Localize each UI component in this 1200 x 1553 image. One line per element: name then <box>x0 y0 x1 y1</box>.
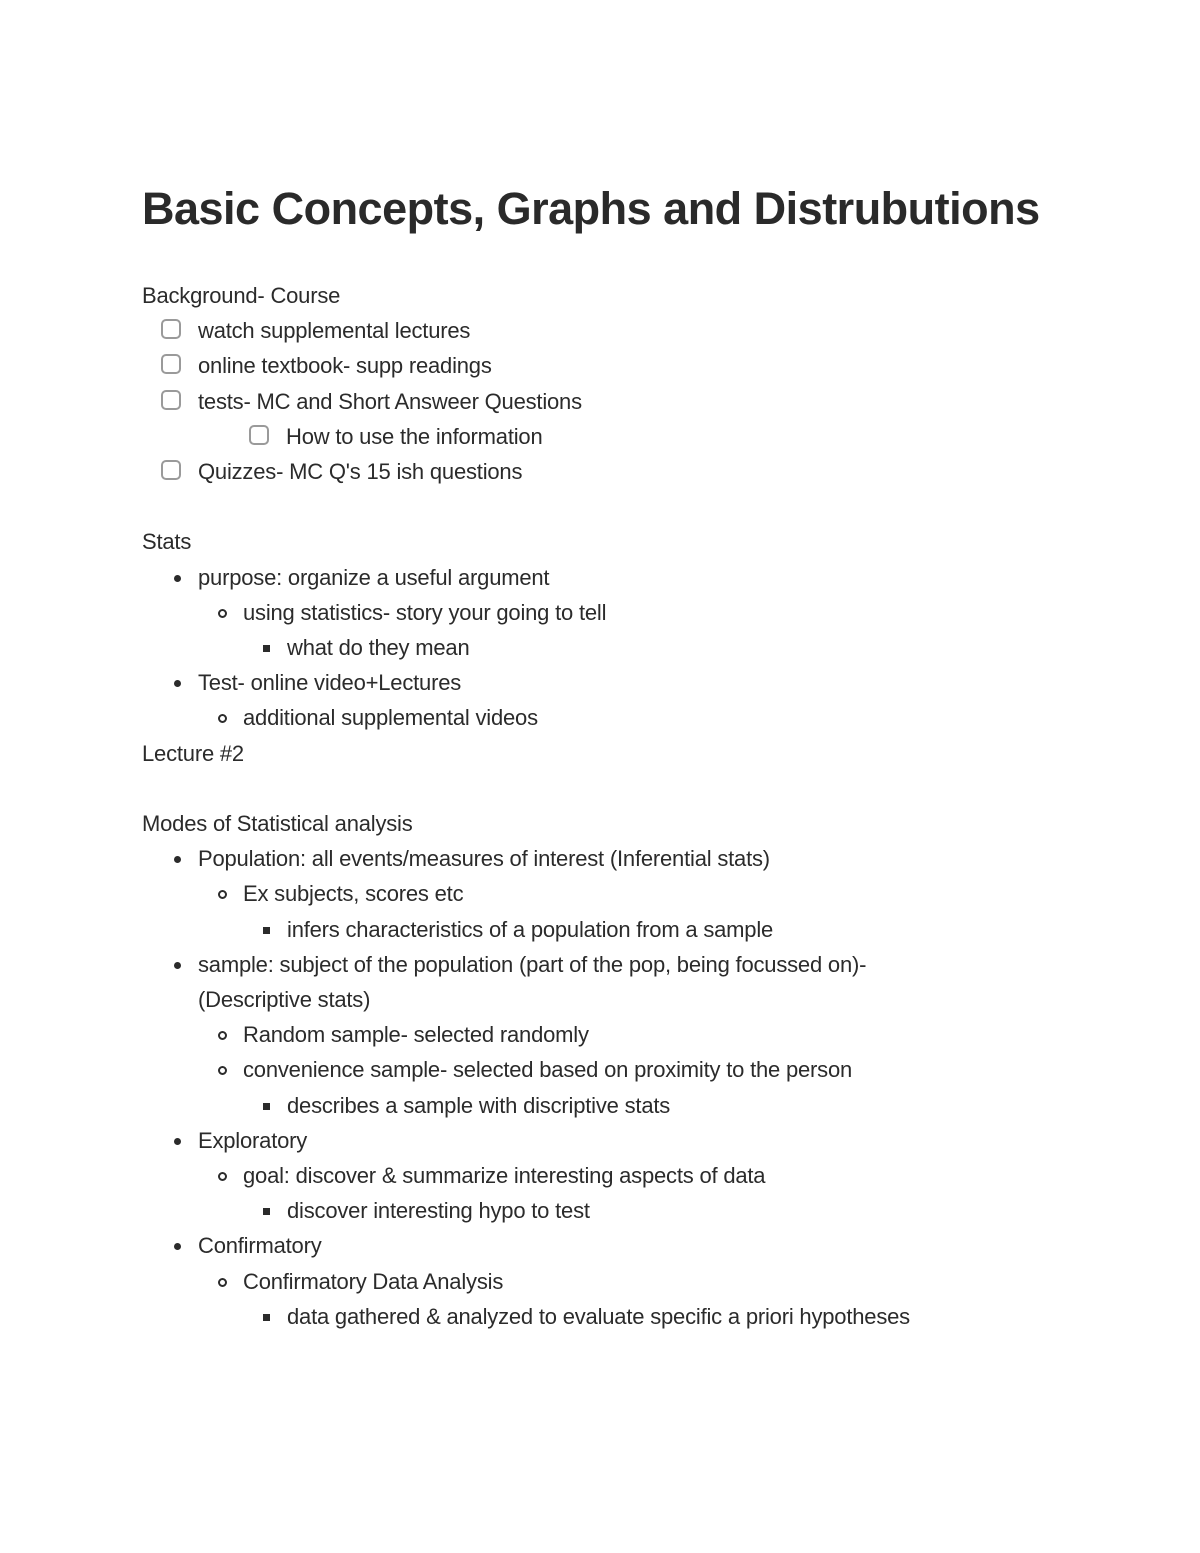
stats-heading: Stats <box>142 529 192 555</box>
bullet-square-icon <box>263 645 270 652</box>
list-item <box>142 560 1042 595</box>
lecture-label: Lecture #2 <box>142 740 244 766</box>
checkbox-icon[interactable] <box>161 319 181 339</box>
bullet-circle-icon <box>218 609 227 618</box>
list-item-text: using statistics- story your going to tell <box>243 599 607 625</box>
list-item-text: convenience sample- selected based on proximity to the person <box>243 1057 853 1083</box>
bullet-circle-icon <box>218 714 227 723</box>
list-item-text: discover interesting hypo to test <box>287 1198 590 1224</box>
blank-line <box>142 489 1042 524</box>
list-item <box>142 595 1042 630</box>
list-item-text: Confirmatory Data Analysis <box>243 1268 504 1294</box>
list-item <box>142 1017 1042 1052</box>
list-item-text: Test- online video+Lectures <box>198 670 462 696</box>
list-item <box>142 1193 1042 1228</box>
list-item <box>142 1158 1042 1193</box>
list-item <box>142 1123 1042 1158</box>
list-item <box>142 665 1042 700</box>
list-item-text: goal: discover & summarize interesting aspects of data <box>243 1162 766 1188</box>
list-item <box>142 1052 1042 1087</box>
list-item-text: Ex subjects, scores etc <box>243 881 464 907</box>
list-item-text: additional supplemental videos <box>243 705 538 731</box>
list-item-text: purpose: organize a useful argument <box>198 564 550 590</box>
list-item <box>142 912 1042 947</box>
list-item-text: infers characteristics of a population from a sample <box>287 916 774 942</box>
bullet-square-icon <box>263 927 270 934</box>
checklist-item-label: Quizzes- MC Q's 15 ish questions <box>198 458 523 484</box>
note-page <box>142 178 1042 1334</box>
list-item-text: Exploratory <box>198 1127 308 1153</box>
bullet-circle-icon <box>218 890 227 899</box>
checklist-item[interactable] <box>142 454 1042 489</box>
list-item <box>142 700 1042 735</box>
list-item-text: Random sample- selected randomly <box>243 1022 589 1048</box>
modes-heading: Modes of Statistical analysis <box>142 810 413 836</box>
list-item <box>142 1228 1042 1263</box>
checklist-item-label: How to use the information <box>286 423 543 449</box>
checklist-item-label: tests- MC and Short Answeer Questions <box>198 388 582 414</box>
checklist-item-nested[interactable] <box>142 419 1042 454</box>
page-title: Basic Concepts, Graphs and Distrubutions <box>142 183 1040 234</box>
checklist-item[interactable] <box>142 348 1042 383</box>
note-body <box>142 278 1042 1334</box>
bullet-disc-icon <box>174 680 181 687</box>
list-item-text: describes a sample with discriptive stats <box>287 1092 671 1118</box>
bullet-disc-icon <box>174 1243 181 1250</box>
list-item-text: what do they mean <box>287 634 470 660</box>
list-item <box>142 947 1042 1017</box>
bullet-circle-icon <box>218 1066 227 1075</box>
checkbox-icon[interactable] <box>161 460 181 480</box>
checkbox-icon[interactable] <box>161 390 181 410</box>
checklist-item-label: online textbook- supp readings <box>198 353 492 379</box>
checkbox-icon[interactable] <box>161 354 181 374</box>
list-item-text: data gathered & analyzed to evaluate specific a priori hypotheses <box>287 1303 910 1329</box>
list-item <box>142 876 1042 911</box>
checkbox-icon[interactable] <box>249 425 269 445</box>
bullet-square-icon <box>263 1314 270 1321</box>
bullet-disc-icon <box>174 575 181 582</box>
bullet-circle-icon <box>218 1278 227 1287</box>
checklist-item-label: watch supplemental lectures <box>198 318 471 344</box>
bullet-square-icon <box>263 1208 270 1215</box>
list-item <box>142 1088 1042 1123</box>
bullet-disc-icon <box>174 856 181 863</box>
bullet-square-icon <box>263 1103 270 1110</box>
bullet-circle-icon <box>218 1031 227 1040</box>
list-item <box>142 630 1042 665</box>
checklist-item[interactable] <box>142 313 1042 348</box>
checklist-item[interactable] <box>142 384 1042 419</box>
bullet-disc-icon <box>174 1138 181 1145</box>
list-item <box>142 1264 1042 1299</box>
background-heading: Background- Course <box>142 283 341 308</box>
list-item-text: Population: all events/measures of interest (Inferential stats) <box>198 846 770 872</box>
blank-line <box>142 771 1042 806</box>
bullet-circle-icon <box>218 1172 227 1181</box>
bullet-disc-icon <box>174 962 181 969</box>
list-item <box>142 1299 1042 1334</box>
list-item <box>142 841 1042 876</box>
list-item-text: sample: subject of the population (part of the pop, being focussed on)- (Descriptive stats) <box>198 951 867 1012</box>
list-item-text: Confirmatory <box>198 1233 322 1259</box>
